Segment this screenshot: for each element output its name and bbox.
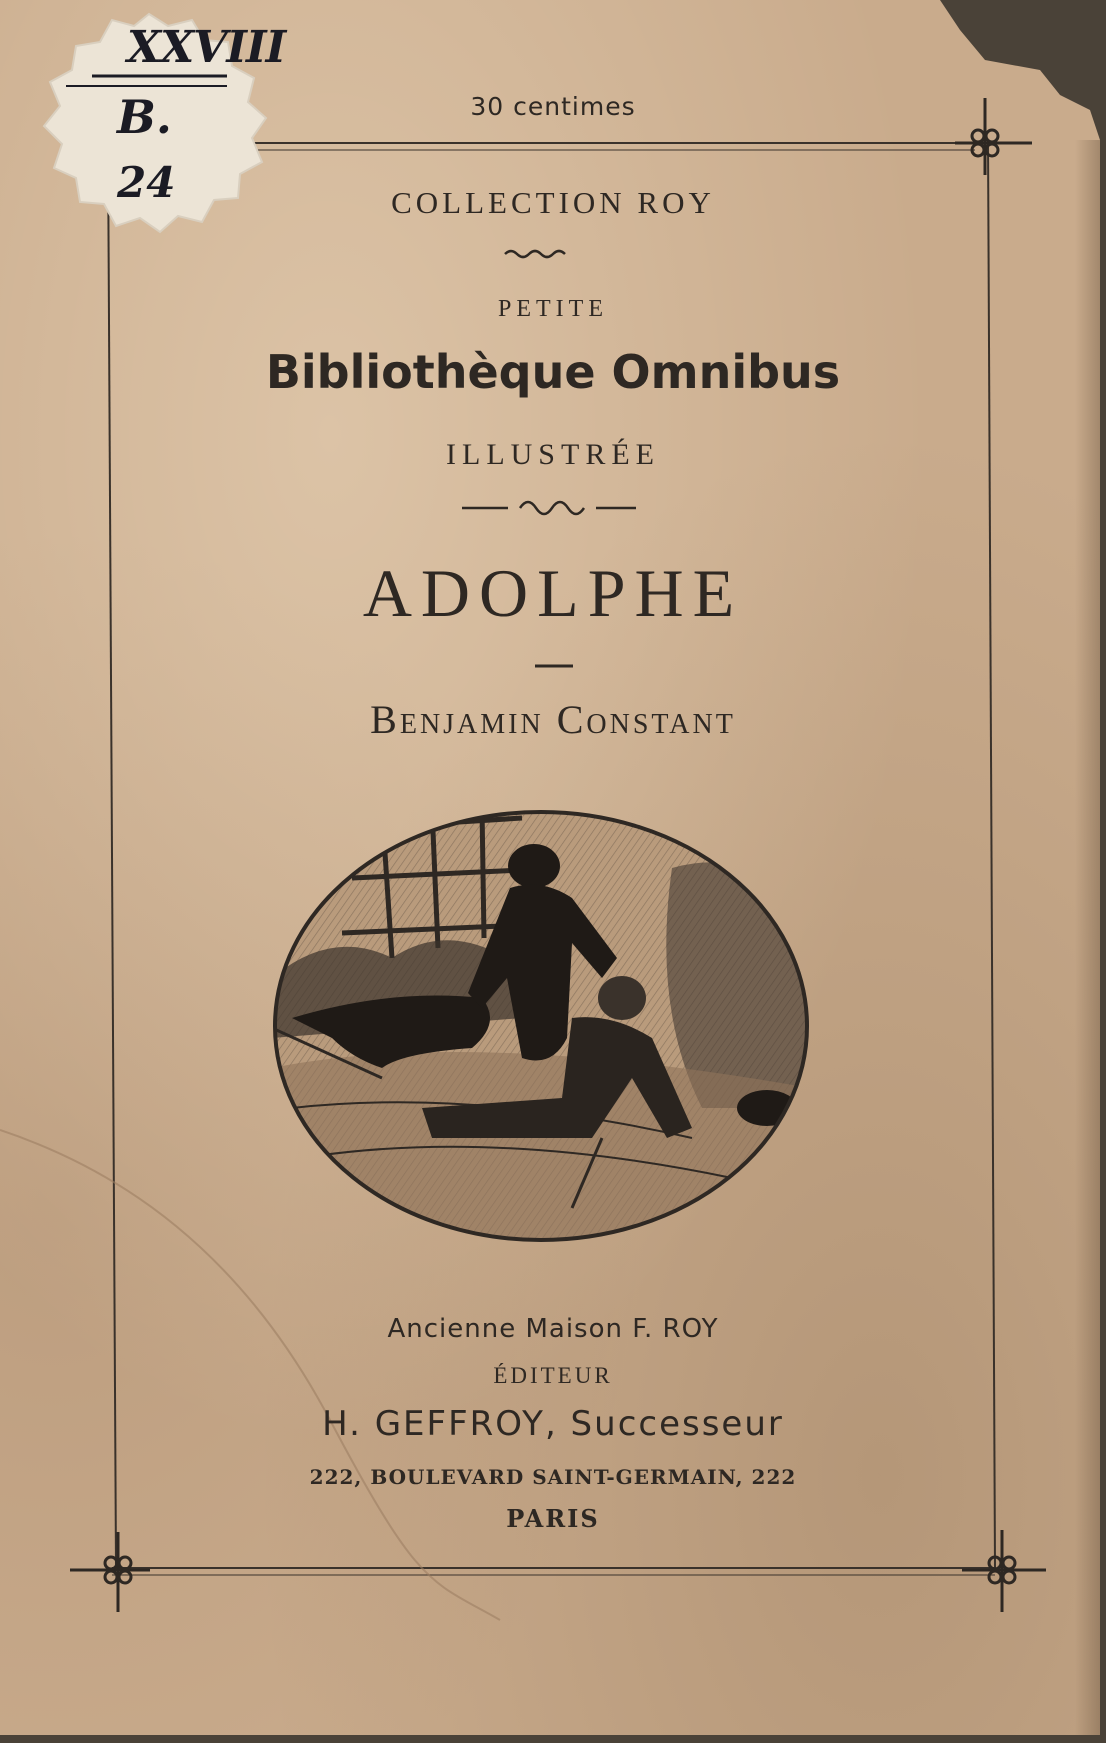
series-title: Bibliothèque Omnibus [265, 345, 841, 399]
stamp-shelf-letter: B. [117, 90, 172, 144]
former-publisher: Ancienne Maison F. ROY [387, 1314, 719, 1344]
series-prefix: PETITE [498, 296, 608, 322]
stamp-shelf-number: XXVIII [127, 22, 286, 73]
stamp-item-number: 24 [117, 158, 176, 207]
publisher-address: 222, BOULEVARD SAINT-GERMAIN, 222 [309, 1465, 797, 1489]
scroll-divider-icon [462, 502, 636, 514]
price-label: 30 centimes [470, 92, 636, 121]
wave-divider-icon [505, 251, 565, 257]
author-name: Benjamin Constant [370, 697, 736, 742]
publisher-role: ÉDITEUR [493, 1363, 613, 1388]
successor-name: H. GEFFROY, Successeur [322, 1404, 784, 1444]
publisher-city: PARIS [506, 1504, 600, 1533]
collection-name: COLLECTION ROY [391, 185, 715, 220]
engraving-duel-scene [272, 808, 810, 1244]
book-title: ADOLPHE [362, 555, 744, 631]
series-suffix: ILLUSTRÉE [446, 438, 660, 471]
corner-ornament-icon [70, 1532, 150, 1612]
corner-ornament-icon [962, 1530, 1046, 1612]
